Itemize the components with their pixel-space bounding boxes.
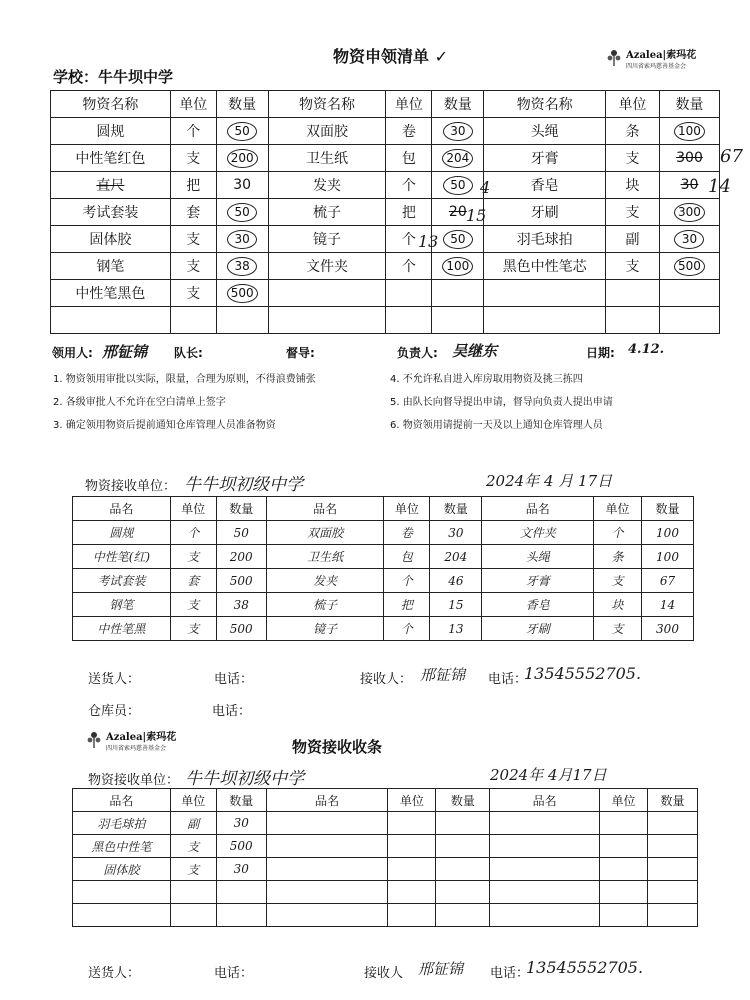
empty-cell — [170, 904, 216, 927]
empty-cell — [659, 307, 719, 334]
item-unit: 支 — [170, 145, 216, 172]
qty-circled: 50 — [227, 122, 257, 141]
item-qty: 67 — [642, 569, 694, 593]
item-qty: 14 — [642, 593, 694, 617]
col-header: 物资名称 — [484, 91, 606, 118]
item-qty: 13 — [430, 617, 482, 641]
form1-title — [333, 44, 448, 67]
item-qty: 30 — [216, 172, 268, 199]
item-qty — [659, 145, 719, 172]
logo-2 — [86, 728, 176, 752]
item-qty — [432, 145, 484, 172]
item-name: 黑色中性笔 — [73, 835, 171, 858]
item-unit: 套 — [170, 569, 216, 593]
unit-label: 物资接收单位： — [88, 773, 180, 788]
rule-note: 4. 不允许私自进入库房取用物资及挑三拣四 — [390, 374, 583, 385]
col-header: 单位 — [606, 91, 660, 118]
empty-cell — [648, 881, 698, 904]
empty-cell — [600, 881, 648, 904]
form2-unit-row — [85, 470, 303, 495]
item-qty: 100 — [642, 521, 694, 545]
rule-note: 5. 由队长向督导提出申请，督导向负责人提出申请 — [390, 397, 613, 408]
col-header: 单位 — [600, 789, 648, 812]
receiver-label: 接收人： — [360, 672, 413, 687]
item-name — [51, 172, 171, 199]
empty-cell — [490, 858, 600, 881]
table-header — [73, 789, 698, 812]
rule-note: 1. 物资领用审批以实际，限量，合理为原则，不得浪费铺张 — [53, 374, 316, 385]
col-header: 物资名称 — [51, 91, 171, 118]
receipt-table-1 — [72, 496, 694, 641]
table-row — [51, 145, 720, 172]
unit-value: 牛牛坝初级中学 — [184, 475, 304, 495]
empty-cell — [490, 835, 600, 858]
item-qty — [659, 118, 719, 145]
item-qty — [432, 253, 484, 280]
item-unit: 个 — [384, 617, 430, 641]
item-name: 牙刷 — [484, 199, 606, 226]
table-row — [51, 307, 720, 334]
empty-cell — [600, 812, 648, 835]
item-unit: 副 — [170, 812, 216, 835]
item-name: 中性笔红色 — [51, 145, 171, 172]
item-unit: 支 — [606, 145, 660, 172]
col-header: 数量 — [648, 789, 698, 812]
receiver-label: 领用人: — [52, 346, 93, 360]
item-unit: 套 — [170, 199, 216, 226]
check-mark: ✓ — [434, 47, 448, 66]
item-unit: 副 — [606, 226, 660, 253]
empty-cell — [484, 280, 606, 307]
item-qty — [216, 118, 268, 145]
form1-title-text: 物资申领清单 — [333, 47, 430, 66]
empty-cell — [266, 904, 388, 927]
item-name: 钢笔 — [73, 593, 171, 617]
col-header: 品名 — [266, 497, 384, 521]
qty-circled: 50 — [443, 230, 473, 249]
table-row — [51, 253, 720, 280]
item-name: 双面胶 — [266, 521, 384, 545]
item-unit: 块 — [594, 593, 642, 617]
col-header: 数量 — [659, 91, 719, 118]
empty-cell — [266, 835, 388, 858]
rule-note: 3. 确定领用物资后提前通知仓库管理人员准备物资 — [53, 420, 276, 431]
supervisor-label: 督导: — [286, 346, 315, 360]
item-name: 头绳 — [484, 118, 606, 145]
item-unit: 包 — [386, 145, 432, 172]
qty-struck: 20 — [448, 204, 467, 220]
empty-cell — [436, 835, 490, 858]
table-row — [51, 226, 720, 253]
empty-cell — [648, 812, 698, 835]
item-qty — [659, 253, 719, 280]
sender-label: 送货人： — [88, 966, 141, 981]
item-qty: 204 — [430, 545, 482, 569]
qty-circled: 204 — [442, 149, 473, 168]
item-name: 发夹 — [268, 172, 386, 199]
item-unit: 卷 — [386, 118, 432, 145]
receiver-signature: 邢钲锦 — [102, 343, 148, 361]
empty-cell — [216, 904, 266, 927]
col-header: 数量 — [642, 497, 694, 521]
form3-date: 2024年 4月17日 — [490, 766, 607, 784]
item-name: 中性笔黑色 — [51, 280, 171, 307]
item-qty — [216, 253, 268, 280]
note-hairclip: 4 — [480, 178, 491, 197]
item-unit: 支 — [170, 593, 216, 617]
item-qty — [432, 226, 484, 253]
empty-cell — [436, 858, 490, 881]
item-name: 黑色中性笔芯 — [484, 253, 606, 280]
empty-cell — [388, 858, 436, 881]
note-mirror: 13 — [418, 232, 439, 251]
date-value: 4.12. — [628, 342, 665, 357]
item-qty: 500 — [216, 835, 266, 858]
receiver-phone: 13545552705. — [524, 664, 642, 683]
col-header: 单位 — [384, 497, 430, 521]
empty-cell — [490, 904, 600, 927]
qty-circled: 100 — [674, 122, 705, 141]
table-row — [73, 617, 694, 641]
col-header: 单位 — [386, 91, 432, 118]
unit-label: 物资接收单位： — [85, 479, 177, 494]
principal-signature: 吴继东 — [452, 342, 498, 360]
table-header — [51, 91, 720, 118]
item-name: 中性笔(红) — [73, 545, 171, 569]
empty-cell — [388, 812, 436, 835]
empty-cell — [216, 881, 266, 904]
item-qty — [216, 145, 268, 172]
qty-circled: 500 — [674, 257, 705, 276]
item-name: 香皂 — [482, 593, 594, 617]
col-header: 数量 — [436, 789, 490, 812]
table-row — [51, 199, 720, 226]
item-unit: 支 — [170, 226, 216, 253]
col-header: 物资名称 — [268, 91, 386, 118]
empty-cell — [386, 280, 432, 307]
col-header: 单位 — [594, 497, 642, 521]
empty-cell — [388, 881, 436, 904]
note-toothpaste: 67 — [720, 146, 743, 167]
empty-cell — [648, 904, 698, 927]
item-name: 牙刷 — [482, 617, 594, 641]
item-unit: 个 — [386, 253, 432, 280]
table-header — [73, 497, 694, 521]
logo-brand: Azalea|索玛花 — [106, 732, 177, 743]
col-header: 品名 — [266, 789, 388, 812]
note-soap: 14 — [708, 176, 731, 197]
item-unit: 个 — [386, 226, 432, 253]
logo-brand: Azalea|索玛花 — [626, 50, 697, 61]
sender-label: 送货人： — [88, 672, 141, 687]
table-row — [73, 569, 694, 593]
empty-cell — [436, 904, 490, 927]
empty-cell — [266, 881, 388, 904]
form3-unit-row — [88, 764, 304, 789]
item-name: 发夹 — [266, 569, 384, 593]
item-name: 文件夹 — [268, 253, 386, 280]
empty-cell — [490, 881, 600, 904]
qty-circled: 30 — [443, 122, 473, 141]
item-qty — [432, 118, 484, 145]
empty-cell — [51, 307, 171, 334]
item-unit: 个 — [594, 521, 642, 545]
item-name: 羽毛球拍 — [73, 812, 171, 835]
logo-org: 四川省索玛慈善基金会 — [626, 63, 687, 70]
item-qty — [216, 199, 268, 226]
item-unit: 把 — [384, 593, 430, 617]
item-unit: 支 — [594, 569, 642, 593]
empty-cell — [600, 858, 648, 881]
receiver-phone-label: 电话： — [488, 672, 528, 687]
item-qty: 30 — [216, 858, 266, 881]
empty-cell — [386, 307, 432, 334]
flower-logo-icon — [606, 49, 622, 67]
note-comb: 15 — [466, 206, 487, 225]
empty-cell — [170, 307, 216, 334]
principal-label: 负责人: — [397, 346, 438, 360]
col-header: 数量 — [216, 91, 268, 118]
receiver-label: 接收人 — [364, 966, 404, 981]
logo-org: 四川省索玛慈善基金会 — [106, 745, 167, 752]
item-unit: 支 — [606, 253, 660, 280]
qty-circled: 50 — [227, 203, 257, 222]
qty-circled: 300 — [674, 203, 705, 222]
item-name: 双面胶 — [268, 118, 386, 145]
receiver-signature: 邢钲锦 — [420, 666, 466, 684]
item-name: 牙膏 — [482, 569, 594, 593]
item-qty: 30 — [216, 812, 266, 835]
empty-cell — [484, 307, 606, 334]
table-row — [73, 521, 694, 545]
item-name: 镜子 — [268, 226, 386, 253]
item-unit: 条 — [594, 545, 642, 569]
table-row — [73, 835, 698, 858]
item-qty: 46 — [430, 569, 482, 593]
form2-date: 2024年 4 月 17日 — [486, 472, 613, 490]
item-qty: 50 — [216, 521, 266, 545]
qty-circled: 50 — [443, 176, 473, 195]
item-unit: 条 — [606, 118, 660, 145]
item-name: 牙膏 — [484, 145, 606, 172]
rule-note: 6. 物资领用请提前一天及以上通知仓库管理人员 — [390, 420, 603, 431]
col-header: 品名 — [73, 789, 171, 812]
receiver-phone: 13545552705. — [526, 958, 644, 977]
empty-cell — [648, 835, 698, 858]
item-unit: 个 — [170, 521, 216, 545]
warehouse-label: 仓库员： — [88, 704, 141, 719]
item-qty: 200 — [216, 545, 266, 569]
item-qty — [216, 226, 268, 253]
table-row — [73, 858, 698, 881]
date-label: 日期: — [586, 346, 615, 360]
item-unit: 个 — [384, 569, 430, 593]
item-name: 梳子 — [266, 593, 384, 617]
item-qty: 500 — [216, 617, 266, 641]
item-unit: 个 — [386, 172, 432, 199]
qty-struck: 300 — [676, 150, 703, 166]
qty-struck: 30 — [680, 177, 699, 193]
item-qty: 15 — [430, 593, 482, 617]
item-name: 卫生纸 — [266, 545, 384, 569]
empty-cell — [388, 835, 436, 858]
form3-title: 物资接收收条 — [292, 738, 383, 756]
item-unit: 支 — [606, 199, 660, 226]
sender-phone-label: 电话： — [214, 966, 254, 981]
item-qty — [432, 172, 484, 199]
col-header: 单位 — [170, 789, 216, 812]
qty-circled: 500 — [227, 284, 258, 303]
item-name: 镜子 — [266, 617, 384, 641]
empty-cell — [600, 904, 648, 927]
captain-label: 队长: — [174, 346, 203, 360]
table-row — [51, 172, 720, 199]
item-unit: 包 — [384, 545, 430, 569]
item-name: 考试套装 — [73, 569, 171, 593]
rule-note: 2. 各级审批人不允许在空白清单上签字 — [53, 397, 226, 408]
col-header: 单位 — [170, 497, 216, 521]
col-header: 数量 — [216, 789, 266, 812]
empty-cell — [216, 307, 268, 334]
col-header: 数量 — [432, 91, 484, 118]
empty-cell — [606, 280, 660, 307]
table-row — [51, 280, 720, 307]
empty-cell — [436, 881, 490, 904]
warehouse-phone-label: 电话： — [212, 704, 252, 719]
item-unit: 支 — [170, 280, 216, 307]
qty-circled: 100 — [442, 257, 473, 276]
empty-cell — [659, 280, 719, 307]
col-header: 数量 — [216, 497, 266, 521]
qty-circled: 38 — [227, 257, 257, 276]
item-name: 卫生纸 — [268, 145, 386, 172]
item-qty — [659, 199, 719, 226]
item-name: 羽毛球拍 — [484, 226, 606, 253]
item-qty — [659, 226, 719, 253]
col-header: 品名 — [482, 497, 594, 521]
item-name: 考试套装 — [51, 199, 171, 226]
empty-cell — [606, 307, 660, 334]
item-unit: 支 — [170, 545, 216, 569]
empty-cell — [268, 280, 386, 307]
receiver-phone-label: 电话： — [490, 966, 530, 981]
item-unit: 把 — [386, 199, 432, 226]
item-name: 圆规 — [51, 118, 171, 145]
empty-cell — [170, 881, 216, 904]
col-header: 单位 — [170, 91, 216, 118]
item-unit: 支 — [170, 835, 216, 858]
empty-cell — [432, 307, 484, 334]
empty-cell — [388, 904, 436, 927]
item-name-struck: 直尺 — [96, 178, 125, 194]
col-header: 数量 — [430, 497, 482, 521]
empty-cell — [266, 858, 388, 881]
col-header: 品名 — [73, 497, 171, 521]
item-name: 固体胶 — [51, 226, 171, 253]
item-qty: 500 — [216, 569, 266, 593]
table-row — [73, 881, 698, 904]
table-row — [73, 812, 698, 835]
item-name: 中性笔黑 — [73, 617, 171, 641]
empty-cell — [73, 881, 171, 904]
item-name: 圆规 — [73, 521, 171, 545]
school-name: 学校：牛牛坝中学 — [53, 68, 174, 86]
item-qty: 100 — [642, 545, 694, 569]
empty-cell — [648, 858, 698, 881]
qty-circled: 30 — [227, 230, 257, 249]
table-row — [73, 904, 698, 927]
empty-cell — [73, 904, 171, 927]
item-qty — [216, 280, 268, 307]
table-row — [73, 545, 694, 569]
receiver-signature: 邢钲锦 — [418, 960, 464, 978]
flower-logo-icon — [86, 731, 102, 749]
item-qty: 300 — [642, 617, 694, 641]
item-unit: 把 — [170, 172, 216, 199]
col-header: 品名 — [490, 789, 600, 812]
item-unit: 支 — [170, 617, 216, 641]
table-row — [73, 593, 694, 617]
item-name: 头绳 — [482, 545, 594, 569]
sender-phone-label: 电话： — [214, 672, 254, 687]
item-name: 文件夹 — [482, 521, 594, 545]
item-unit: 个 — [170, 118, 216, 145]
item-unit: 块 — [606, 172, 660, 199]
item-qty: 30 — [430, 521, 482, 545]
item-name: 固体胶 — [73, 858, 171, 881]
empty-cell — [490, 812, 600, 835]
item-name: 钢笔 — [51, 253, 171, 280]
qty-circled: 200 — [227, 149, 258, 168]
empty-cell — [600, 835, 648, 858]
item-unit: 支 — [170, 858, 216, 881]
item-unit: 支 — [170, 253, 216, 280]
requisition-table — [50, 90, 720, 334]
empty-cell — [436, 812, 490, 835]
logo — [606, 46, 696, 70]
table-row — [51, 118, 720, 145]
empty-cell — [266, 812, 388, 835]
item-qty: 38 — [216, 593, 266, 617]
item-name: 梳子 — [268, 199, 386, 226]
qty-circled: 30 — [674, 230, 704, 249]
item-unit: 卷 — [384, 521, 430, 545]
col-header: 单位 — [388, 789, 436, 812]
item-unit: 支 — [594, 617, 642, 641]
unit-value: 牛牛坝初级中学 — [185, 769, 305, 789]
empty-cell — [268, 307, 386, 334]
receipt-table-2 — [72, 788, 698, 927]
empty-cell — [432, 280, 484, 307]
item-name: 香皂 — [484, 172, 606, 199]
